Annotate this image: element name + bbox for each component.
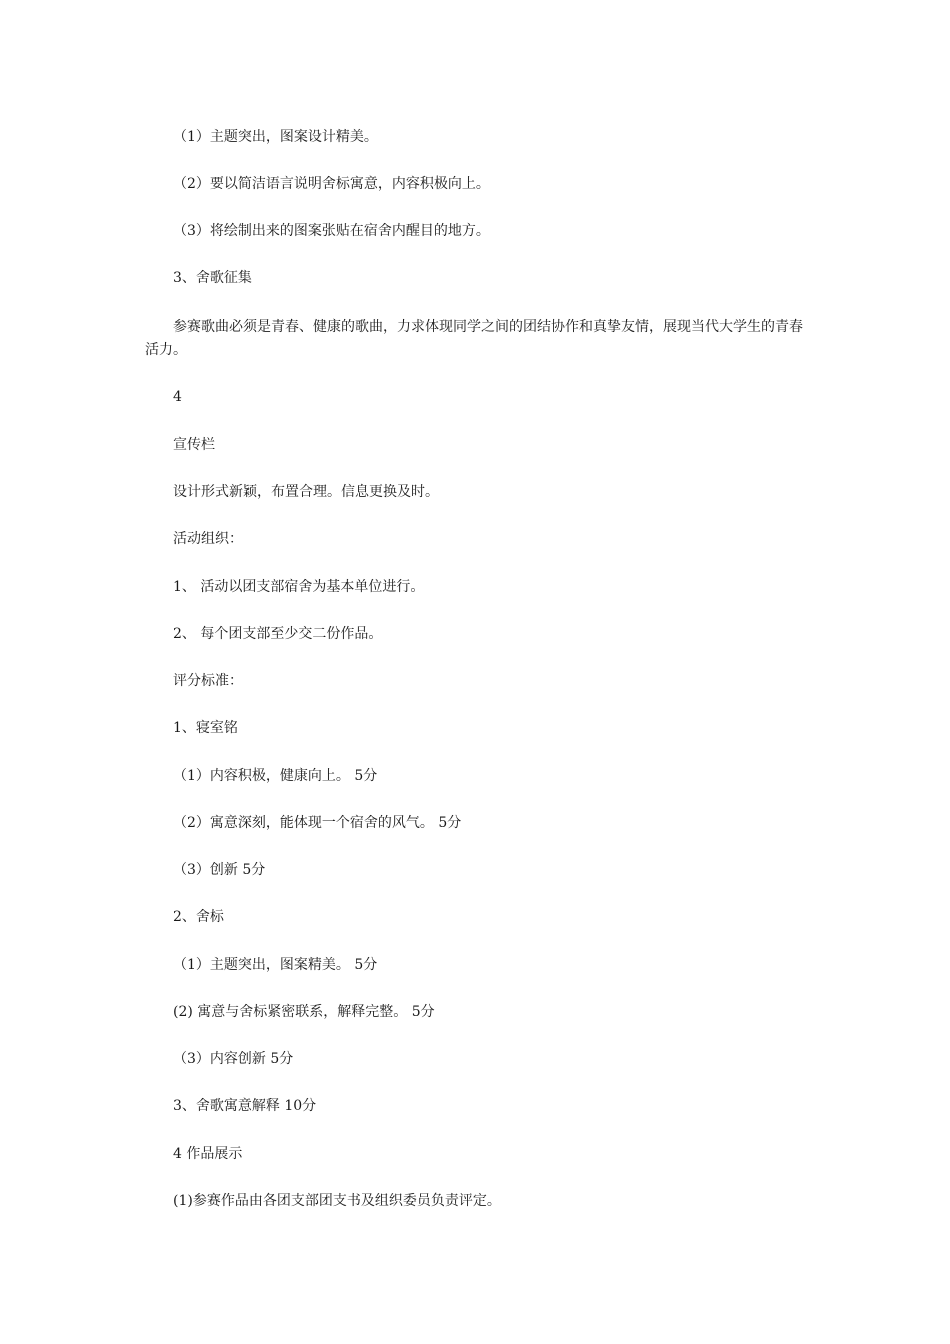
criteria-line: （1）主题突出，图案设计精美。: [173, 129, 378, 145]
section-heading: 评分标准：: [173, 673, 243, 689]
section-heading: 1、寝室铭: [173, 720, 238, 736]
body-line: (1)参赛作品由各团支部团支书及组织委员负责评定。: [173, 1193, 501, 1209]
criteria-line: （1）主题突出，图案精美。 5分: [173, 957, 378, 973]
list-item: 1、 活动以团支部宿舍为基本单位进行。: [173, 579, 425, 595]
section-heading: 活动组织：: [173, 531, 243, 547]
criteria-line: （2）要以简洁语言说明舍标寓意，内容积极向上。: [173, 176, 490, 192]
section-heading: 4 作品展示: [173, 1146, 243, 1162]
criteria-line: (2) 寓意与舍标紧密联系，解释完整。 5分: [173, 1004, 435, 1020]
body-paragraph: 参赛歌曲必须是青春、健康的歌曲，力求体现同学之间的团结协作和真挚友情，展现当代大学生的青春活力。: [145, 319, 803, 358]
criteria-line: （3）创新 5分: [173, 862, 266, 878]
section-heading: 3、舍歌寓意解释 10分: [173, 1098, 317, 1114]
body-line: 设计形式新颖，布置合理。信息更换及时。: [173, 484, 439, 500]
section-heading: 3、舍歌征集: [173, 270, 252, 286]
criteria-line: （3）内容创新 5分: [173, 1051, 294, 1067]
criteria-line: （1）内容积极，健康向上。 5分: [173, 768, 378, 784]
section-heading: 宣传栏: [173, 437, 215, 453]
section-number: 4: [173, 389, 182, 405]
criteria-line: （3）将绘制出来的图案张贴在宿舍内醒目的地方。: [173, 223, 490, 239]
section-heading: 2、舍标: [173, 909, 224, 925]
list-item: 2、 每个团支部至少交二份作品。: [173, 626, 383, 642]
criteria-line: （2）寓意深刻，能体现一个宿舍的风气。 5分: [173, 815, 462, 831]
